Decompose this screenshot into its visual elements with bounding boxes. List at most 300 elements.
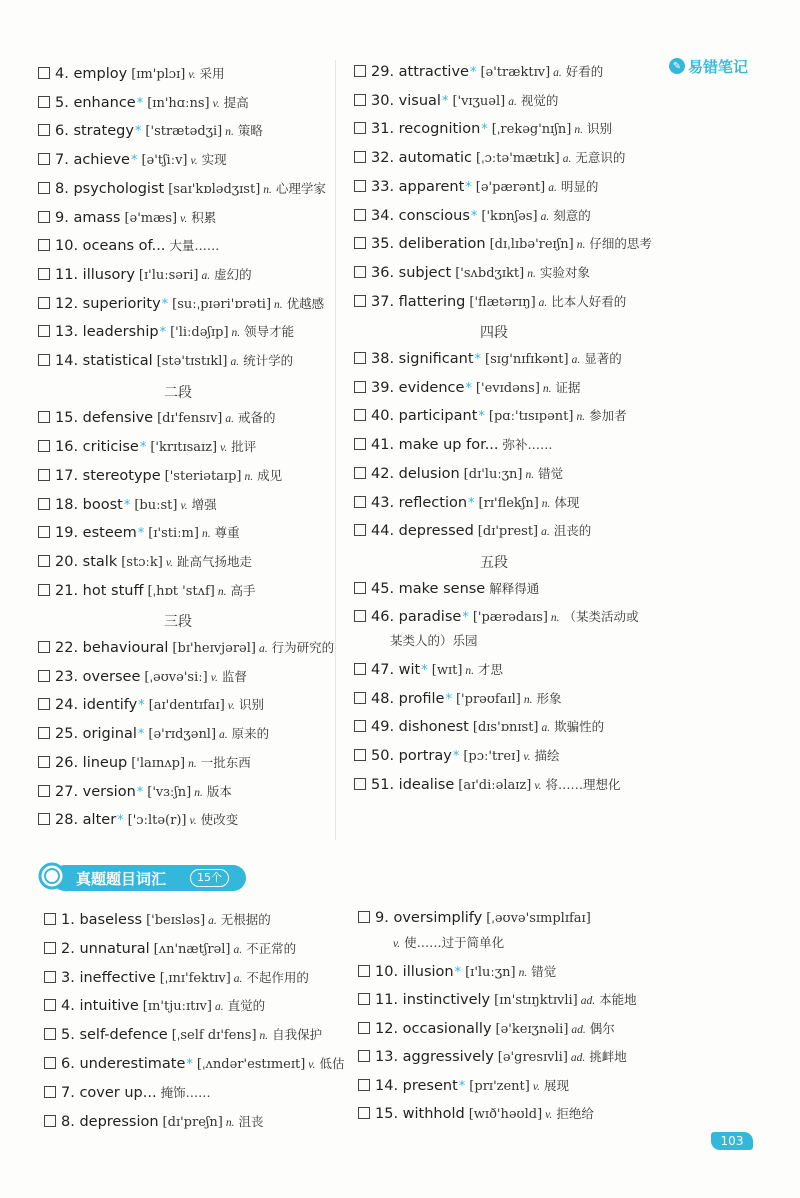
checkbox[interactable] [354, 692, 366, 704]
vocab-word: 7. achieve [55, 152, 130, 169]
phonetic: [pɔː'treɪ] [463, 749, 521, 765]
vocab-entry [38, 322, 294, 342]
phonetic: [ˌrekəg'nɪʃn] [491, 122, 572, 138]
checkbox[interactable] [44, 1115, 56, 1127]
phonetic: ['vɪʒuəl] [452, 93, 506, 109]
checkbox[interactable] [354, 582, 366, 594]
definition: 统计学的 [243, 353, 294, 368]
vocab-entry [354, 493, 579, 513]
definition-continued [390, 933, 504, 954]
part-of-speech: v. [180, 499, 188, 512]
phonetic: [ə'keɪʒnəli] [495, 1021, 569, 1037]
phonetic: [ə'pærənt] [475, 179, 546, 195]
vocab-word: 8. depression [61, 1113, 159, 1130]
checkbox[interactable] [354, 180, 366, 192]
part-of-speech: a. [233, 972, 243, 985]
part-of-speech: a. [225, 413, 234, 426]
part-of-speech: v. [165, 556, 173, 569]
vocab-word: 51. idealise [371, 776, 455, 793]
vocab-word: 8. psychologist [55, 180, 165, 197]
phonetic: [rɪ'flekʃn] [478, 495, 539, 511]
part-of-speech: n. [259, 1030, 269, 1043]
vocab-entry [44, 1054, 344, 1074]
phonetic: ['sʌbdʒɪkt] [455, 265, 525, 281]
vocab-word: 4. employ [55, 66, 128, 82]
vocab-entry [354, 521, 591, 541]
vocab-entry [44, 910, 271, 930]
checkbox[interactable] [354, 381, 366, 393]
vocab-entry [38, 753, 251, 773]
checkbox[interactable] [354, 352, 366, 364]
part-of-speech: n. [518, 966, 528, 979]
checkbox[interactable] [38, 67, 50, 79]
checkbox[interactable] [38, 698, 50, 710]
vocab-entry [354, 148, 625, 168]
definition: 一批东西 [200, 754, 251, 770]
vocab-word: 43. reflection [371, 494, 468, 511]
vocab-entry [358, 962, 556, 982]
vocab-word: 9. oversimplify [375, 910, 483, 926]
definition: 无意识的 [575, 150, 626, 166]
part-of-speech: n. [523, 693, 533, 706]
part-of-speech: ad. [580, 995, 596, 1007]
definition: 实验对象 [539, 264, 590, 280]
checkbox[interactable] [354, 749, 366, 761]
vocab-word: 19. esteem [55, 525, 137, 542]
vocab-word: 7. cover up... [61, 1084, 157, 1101]
checkbox[interactable] [358, 1050, 370, 1062]
vocab-entry [354, 177, 598, 197]
vocab-word: 3. ineffective [61, 969, 156, 986]
brand-badge [669, 55, 748, 77]
phonetic: ['krɪtɪsaɪz] [150, 440, 218, 456]
vocab-word: 46. paradise [371, 609, 462, 626]
phonetic: [dɪˌlɪbə'reɪʃn] [489, 237, 574, 253]
definition: 弥补…… [502, 437, 553, 453]
definition: 批评 [231, 439, 257, 455]
vocab-word: 5. enhance [55, 94, 136, 111]
part-of-speech: ad. [571, 1023, 586, 1036]
checkbox[interactable] [354, 663, 366, 675]
definition: 才思 [478, 662, 504, 677]
vocab-entry [38, 495, 217, 515]
definition: 掩饰…… [160, 1084, 211, 1100]
vocab-entry [354, 746, 559, 766]
part-of-speech: a. [508, 95, 517, 108]
word-count-badge: 15个 [190, 869, 229, 887]
vocab-entry [38, 782, 232, 802]
checkbox[interactable] [44, 1057, 56, 1069]
vocab-entry [354, 234, 652, 254]
star-icon: * [117, 813, 124, 829]
phonetic: [ə'mæs] [124, 210, 178, 226]
vocab-entry [354, 378, 581, 398]
star-icon: * [469, 65, 477, 80]
checkbox[interactable] [38, 498, 50, 510]
checkbox[interactable] [38, 469, 50, 481]
checkbox[interactable] [38, 526, 50, 538]
section-heading: 五段 [480, 554, 508, 571]
banner-title: 真题题目词汇 [76, 870, 167, 888]
definition: 不起作用的 [246, 969, 309, 985]
definition: 戒备的 [237, 410, 276, 426]
phonetic: [ə'rɪdʒənl] [148, 727, 217, 743]
definition: 不正常的 [246, 940, 297, 956]
section-heading: 三段 [164, 614, 192, 631]
part-of-speech: a. [233, 943, 243, 956]
phonetic: [ˌʌndər'estɪmeɪt] [196, 1057, 306, 1072]
star-icon: * [138, 698, 145, 714]
part-of-speech: n. [574, 124, 583, 137]
part-of-speech: a. [219, 729, 228, 742]
phonetic: [ʌn'nætʃrəl] [153, 941, 231, 957]
part-of-speech: v. [180, 212, 188, 225]
checkbox[interactable] [38, 670, 50, 682]
checkbox[interactable] [38, 440, 50, 452]
definition: 使改变 [200, 812, 239, 828]
checkbox[interactable] [38, 727, 50, 739]
star-icon: * [134, 124, 142, 140]
definition: 版本 [206, 783, 232, 799]
vocab-word: 28. alter [55, 812, 117, 829]
vocab-entry [358, 1047, 627, 1067]
checkbox[interactable] [354, 778, 366, 790]
definition: 沮丧 [238, 1113, 264, 1129]
checkbox[interactable] [358, 993, 370, 1005]
checkbox[interactable] [358, 1079, 370, 1091]
checkbox[interactable] [38, 239, 50, 251]
checkbox[interactable] [38, 211, 50, 223]
part-of-speech: a. [214, 1001, 224, 1014]
vocab-entry [44, 996, 265, 1016]
part-of-speech: v. [220, 442, 228, 455]
checkbox[interactable] [354, 524, 366, 536]
part-of-speech: v. [532, 1080, 540, 1093]
part-of-speech: v. [227, 700, 235, 713]
column-divider [335, 60, 336, 840]
vocab-entry [354, 62, 603, 82]
checkbox[interactable] [38, 555, 50, 567]
vocab-word: 36. subject [371, 264, 452, 281]
part-of-speech: n. [225, 1116, 235, 1129]
definition: 行为研究的 [271, 640, 335, 655]
part-of-speech: a. [541, 722, 551, 735]
definition: 偶尔 [589, 1020, 615, 1036]
definition: 明显的 [560, 178, 599, 194]
vocab-entry [38, 265, 252, 285]
vocab-entry [354, 406, 627, 426]
part-of-speech: v. [393, 938, 401, 950]
checkbox[interactable] [354, 295, 366, 307]
part-of-speech: n. [525, 468, 535, 481]
vocab-entry [354, 660, 503, 680]
checkbox[interactable] [38, 153, 50, 165]
vocab-entry [38, 581, 256, 601]
vocab-entry [44, 1112, 264, 1132]
phonetic: ['kɒnʃəs] [481, 208, 538, 224]
definition: 增强 [191, 496, 217, 512]
part-of-speech: n. [194, 786, 203, 799]
part-of-speech: a. [208, 915, 217, 927]
checkbox[interactable] [358, 1107, 370, 1119]
vocab-word: 11. instinctively [375, 992, 491, 1008]
checkbox[interactable] [44, 913, 56, 925]
vocab-word: 45. make sense [371, 580, 486, 597]
definition: 尊重 [214, 525, 240, 541]
phonetic: [wɪt] [431, 663, 463, 678]
phonetic: ['beɪsləs] [146, 913, 206, 928]
vocab-word: 18. boost [55, 496, 123, 513]
definition: 形象 [536, 690, 562, 706]
phonetic: [saɪ'kɒlədʒɪst] [168, 181, 261, 197]
vocab-word: 38. significant [371, 351, 474, 367]
vocab-word: 16. criticise [55, 439, 139, 456]
part-of-speech: n. [231, 327, 241, 340]
vocab-word: 6. strategy [55, 123, 134, 140]
part-of-speech: v. [534, 779, 542, 792]
checkbox[interactable] [44, 1086, 56, 1098]
vocab-word: 31. recognition [371, 121, 481, 138]
checkbox[interactable] [38, 96, 50, 108]
phonetic: [aɪ'dentɪfaɪ] [148, 698, 225, 714]
checkbox[interactable] [354, 122, 366, 134]
vocab-word: 26. lineup [55, 754, 128, 771]
vocab-word: 24. identify [55, 697, 138, 714]
vocab-word: 39. evidence [371, 379, 465, 396]
vocab-word: 25. original [55, 726, 137, 743]
phonetic: ['laɪnʌp] [131, 755, 186, 771]
phonetic: [dɪs'ɒnɪst] [472, 720, 539, 736]
part-of-speech: n. [217, 585, 227, 598]
part-of-speech: v. [308, 1059, 316, 1071]
phonetic: [sɪg'nɪfɪkənt] [485, 352, 569, 367]
phonetic: [ɪm'plɔɪ] [131, 67, 186, 82]
vocab-entry [354, 119, 612, 139]
checkbox[interactable] [38, 354, 50, 366]
checkbox[interactable] [354, 409, 366, 421]
part-of-speech: n. [465, 665, 475, 677]
vocab-entry [38, 724, 269, 744]
checkbox[interactable] [354, 209, 366, 221]
definition: 识别 [586, 121, 612, 137]
checkbox[interactable] [44, 999, 56, 1011]
definition: 积累 [191, 209, 217, 225]
definition: 好看的 [565, 64, 604, 79]
part-of-speech: v. [523, 751, 531, 764]
checkbox[interactable] [354, 496, 366, 508]
vocab-word: 37. flattering [371, 293, 466, 310]
vocab-word: 14. statistical [55, 353, 153, 369]
checkbox[interactable] [38, 641, 50, 653]
vocab-entry [354, 263, 590, 283]
definition: 将……理想化 [545, 776, 621, 792]
star-icon: * [130, 153, 138, 169]
vocab-word: 15. defensive [55, 410, 154, 427]
checkbox[interactable] [358, 1022, 370, 1034]
part-of-speech: v. [188, 69, 196, 81]
vocab-entry [354, 775, 621, 795]
phonetic: ['prəʊfaɪl] [455, 691, 521, 707]
checkbox[interactable] [38, 411, 50, 423]
vocab-word: 32. automatic [371, 150, 472, 167]
checkbox[interactable] [44, 1028, 56, 1040]
part-of-speech: a. [548, 181, 557, 194]
vocab-word: 49. dishonest [371, 719, 469, 736]
star-icon: * [136, 784, 144, 800]
phonetic: [stə'tɪstɪkl] [156, 354, 228, 369]
checkbox[interactable] [38, 124, 50, 136]
definition: 趾高气扬地走 [176, 553, 252, 569]
vocab-entry [358, 908, 591, 928]
vocab-entry [38, 437, 256, 457]
part-of-speech: n. [576, 411, 586, 424]
part-of-speech: n. [201, 528, 211, 541]
vocab-entry [38, 179, 326, 199]
definition: 监督 [221, 668, 247, 684]
definition: 视觉的 [520, 92, 559, 108]
checkbox[interactable] [38, 813, 50, 825]
vocab-entry [354, 607, 639, 627]
checkbox[interactable] [38, 325, 50, 337]
definition: 采用 [199, 66, 225, 81]
star-icon: * [137, 526, 145, 542]
vocab-word: 30. visual [371, 92, 441, 109]
part-of-speech: v. [190, 155, 198, 168]
definition: 成见 [257, 467, 283, 483]
definition-continued [386, 631, 478, 651]
checkbox[interactable] [354, 438, 366, 450]
part-of-speech: a. [538, 296, 548, 309]
vocab-entry [44, 968, 309, 988]
vocab-entry [44, 1025, 322, 1045]
checkbox[interactable] [44, 942, 56, 954]
phonetic: [pɑː'tɪsɪpənt] [488, 409, 574, 425]
definition: 描绘 [534, 748, 560, 764]
vocab-entry [354, 435, 553, 455]
checkbox[interactable] [358, 965, 370, 977]
checkbox[interactable] [354, 720, 366, 732]
vocab-entry [38, 294, 324, 314]
checkbox[interactable] [354, 65, 366, 77]
vocab-word: 15. withhold [375, 1106, 465, 1122]
checkbox[interactable] [38, 756, 50, 768]
definition: 错觉 [531, 963, 557, 979]
definition: 本能地 [599, 992, 637, 1007]
definition: 心理学家 [275, 180, 326, 196]
phonetic: [dɪ'luːʒn] [463, 466, 523, 482]
part-of-speech: a. [571, 354, 581, 366]
vocab-word: 9. amass [55, 209, 121, 226]
definition: 比本人好看的 [551, 293, 627, 309]
definition: 展现 [544, 1077, 570, 1093]
phonetic: [ə'gresɪvli] [497, 1050, 568, 1065]
star-icon: * [161, 296, 169, 312]
vocab-entry [38, 695, 264, 715]
checkbox[interactable] [38, 584, 50, 596]
part-of-speech: v. [189, 815, 197, 828]
vocab-word: 12. occasionally [375, 1020, 492, 1037]
checkbox[interactable] [358, 911, 370, 923]
vocab-word: 2. unnatural [61, 940, 150, 957]
vocab-entry [44, 939, 296, 959]
checkbox[interactable] [44, 971, 56, 983]
phonetic: [ɪn'tjuːɪtɪv] [142, 999, 212, 1015]
vocab-entry [358, 1104, 594, 1124]
phonetic: [bɪ'heɪvjərəl] [172, 641, 256, 656]
star-icon: * [478, 409, 485, 425]
checkbox[interactable] [38, 297, 50, 309]
vocab-entry [354, 579, 539, 599]
checkbox[interactable] [38, 785, 50, 797]
vocab-entry [358, 1076, 569, 1096]
vocab-entry [38, 121, 263, 141]
part-of-speech: n. [225, 126, 234, 139]
definition: 欺骗性的 [554, 719, 605, 735]
phonetic: [wɪð'həʊld] [468, 1107, 543, 1122]
checkbox[interactable] [38, 268, 50, 280]
star-icon: * [136, 95, 144, 111]
definition: 挑衅地 [589, 1049, 627, 1064]
pencil-icon: ✎ [669, 58, 685, 74]
part-of-speech: n. [274, 298, 283, 311]
phonetic: ['pærədaɪs] [472, 610, 548, 626]
definition: 领导才能 [244, 324, 295, 340]
vocab-entry [354, 91, 558, 111]
checkbox[interactable] [354, 467, 366, 479]
phonetic: [ˌɪnɪ'fektɪv] [159, 970, 231, 986]
checkbox[interactable] [38, 182, 50, 194]
page-number: 103 [711, 1132, 753, 1150]
vocab-word: 50. portray [371, 748, 452, 765]
vocab-word: 5. self-defence [61, 1027, 168, 1044]
definition: 高手 [230, 582, 256, 598]
part-of-speech: n. [541, 497, 551, 510]
section-heading: 四段 [480, 325, 508, 342]
checkbox[interactable] [354, 610, 366, 622]
phonetic: [dɪ'fensɪv] [157, 411, 223, 427]
vocab-entry [38, 236, 219, 256]
star-icon: * [137, 727, 145, 743]
star-icon: * [441, 93, 449, 109]
vocab-entry [38, 208, 216, 228]
vocab-word: 13. aggressively [375, 1049, 494, 1065]
vocab-word: 22. behavioural [55, 640, 169, 656]
definition: 某类人的）乐园 [390, 633, 478, 649]
checkbox[interactable] [354, 151, 366, 163]
vocab-entry [38, 150, 227, 170]
checkbox[interactable] [354, 237, 366, 249]
vocab-word: 48. profile [371, 690, 445, 707]
phonetic: [ˌɔːtə'mætɪk] [476, 151, 560, 167]
vocab-entry [358, 990, 637, 1010]
vocab-word: 34. conscious [371, 207, 470, 224]
part-of-speech: n. [576, 239, 586, 252]
star-icon: * [454, 964, 462, 980]
star-icon: * [452, 749, 460, 765]
part-of-speech: n. [244, 470, 254, 483]
star-icon: * [468, 495, 475, 511]
definition: 拒绝给 [556, 1106, 594, 1121]
definition: 证据 [555, 379, 581, 395]
star-icon: * [481, 122, 488, 138]
vocab-word: 35. deliberation [371, 236, 486, 253]
star-icon: * [462, 610, 469, 626]
checkbox[interactable] [354, 94, 366, 106]
definition: 自我保护 [272, 1027, 323, 1043]
star-icon: * [421, 663, 428, 678]
phonetic: [dɪ'preʃn] [162, 1114, 223, 1130]
checkbox[interactable] [354, 266, 366, 278]
